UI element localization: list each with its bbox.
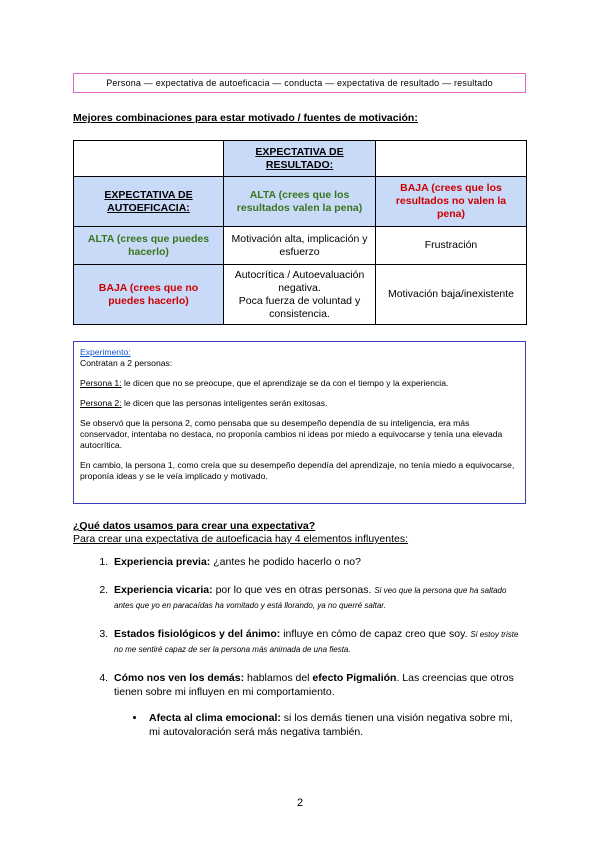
persona-2-text: le dicen que las personas inteligentes serán exitosas. — [121, 398, 328, 408]
list-item — [111, 671, 526, 739]
persona-1-label: Persona 1: — [80, 378, 122, 388]
experiment-observation-1: Se observó que la persona 2, como pensaba que su desempeño dependía de su inteligencia, era más conservador, intentaba no destaca, no proponía cambios ni ideas por miedo a equivocarse y tenía una elevada autocrítica. — [80, 418, 503, 450]
cell-alta-alta: Motivación alta, implicación y esfuerzo — [224, 227, 376, 265]
item-example: Si veo que la persona que ha saltado antes que yo en paracaídas ha vomitado y está llorando, ya no querré saltar. — [114, 586, 507, 610]
sub-list — [114, 711, 526, 739]
experiment-intro: Contratan a 2 personas: — [80, 358, 173, 368]
list-item — [111, 627, 526, 657]
persona-2-label: Persona 2: — [80, 398, 122, 408]
item-text: por lo que ves en otras personas. — [212, 584, 375, 596]
col-header-resultado: EXPECTATIVA DE RESULTADO: — [224, 141, 376, 177]
item-text: influye en cómo de capaz creo que soy. — [280, 628, 471, 640]
influence-list — [73, 555, 526, 753]
experiment-persona-2 — [80, 398, 519, 409]
pigmalion-term: efecto Pigmalión — [312, 672, 397, 684]
table-empty-cell — [74, 141, 224, 177]
experiment-persona-1 — [80, 378, 519, 389]
subitem-title: Afecta al clima emocional: — [149, 712, 281, 724]
baja-autoeficacia-header: BAJA (crees que no puedes hacerlo) — [74, 265, 224, 325]
experiment-observation-2: En cambio, la persona 1, como creía que su desempeño dependía del aprendizaje, no tenía miedo a equivocarse, proponía ideas y se le veía implicado y motivado. — [80, 460, 515, 481]
motivation-table — [73, 140, 527, 325]
item-example: Si estoy triste no me sentiré capaz de ser la persona más animada de una fiesta. — [114, 630, 519, 654]
page-number: 2 — [296, 797, 304, 809]
baja-resultado-header: BAJA (crees que los resultados no valen la pena) — [376, 177, 527, 227]
list-item — [111, 555, 526, 569]
item-title: Estados fisiológicos y del ánimo: — [114, 628, 281, 640]
item-title: Cómo nos ven los demás: — [114, 672, 245, 684]
alta-resultado-header: ALTA (crees que los resultados valen la pena) — [224, 177, 376, 227]
table-empty-cell — [376, 141, 527, 177]
section-title: Mejores combinaciones para estar motivado / fuentes de motivación: — [73, 112, 418, 124]
cell-baja-baja: Motivación baja/inexistente — [376, 265, 527, 325]
item-text: hablamos del — [244, 672, 313, 684]
header-flow-box — [73, 73, 526, 93]
item-text-continued: . Las creencias que otros tienen sobre mi influyen en mi comportamiento. — [114, 672, 514, 698]
experiment-box — [73, 341, 526, 504]
question-subheading: Para crear una expectativa de autoeficacia hay 4 elementos influyentes: — [73, 533, 409, 545]
persona-1-text: le dicen que no se preocupe, que el aprendizaje se da con el tiempo y la experiencia. — [121, 378, 449, 388]
cell-alta-baja: Frustración — [376, 227, 527, 265]
experiment-title: Experimento: — [80, 347, 131, 357]
subitem-text: si los demás tienen una visión negativa sobre mi, mi autovaloración será más negativa también. — [149, 712, 513, 738]
alta-autoeficacia-header: ALTA (crees que puedes hacerlo) — [74, 227, 224, 265]
cell-baja-alta: Autocrítica / Autoevaluación negativa. Poca fuerza de voluntad y consistencia. — [224, 265, 376, 325]
sub-list-item — [146, 711, 526, 739]
header-flow-text: Persona — expectativa de autoeficacia — conducta — expectativa de resultado — resultado — [106, 78, 493, 88]
question-heading: ¿Qué datos usamos para crear una expectativa? — [73, 520, 316, 532]
item-text: ¿antes he podido hacerlo o no? — [210, 556, 361, 568]
row-header-autoeficacia: EXPECTATIVA DE AUTOEFICACIA: — [74, 177, 224, 227]
item-title: Experiencia previa: — [114, 556, 211, 568]
list-item — [111, 583, 526, 613]
item-title: Experiencia vicaria: — [114, 584, 213, 596]
